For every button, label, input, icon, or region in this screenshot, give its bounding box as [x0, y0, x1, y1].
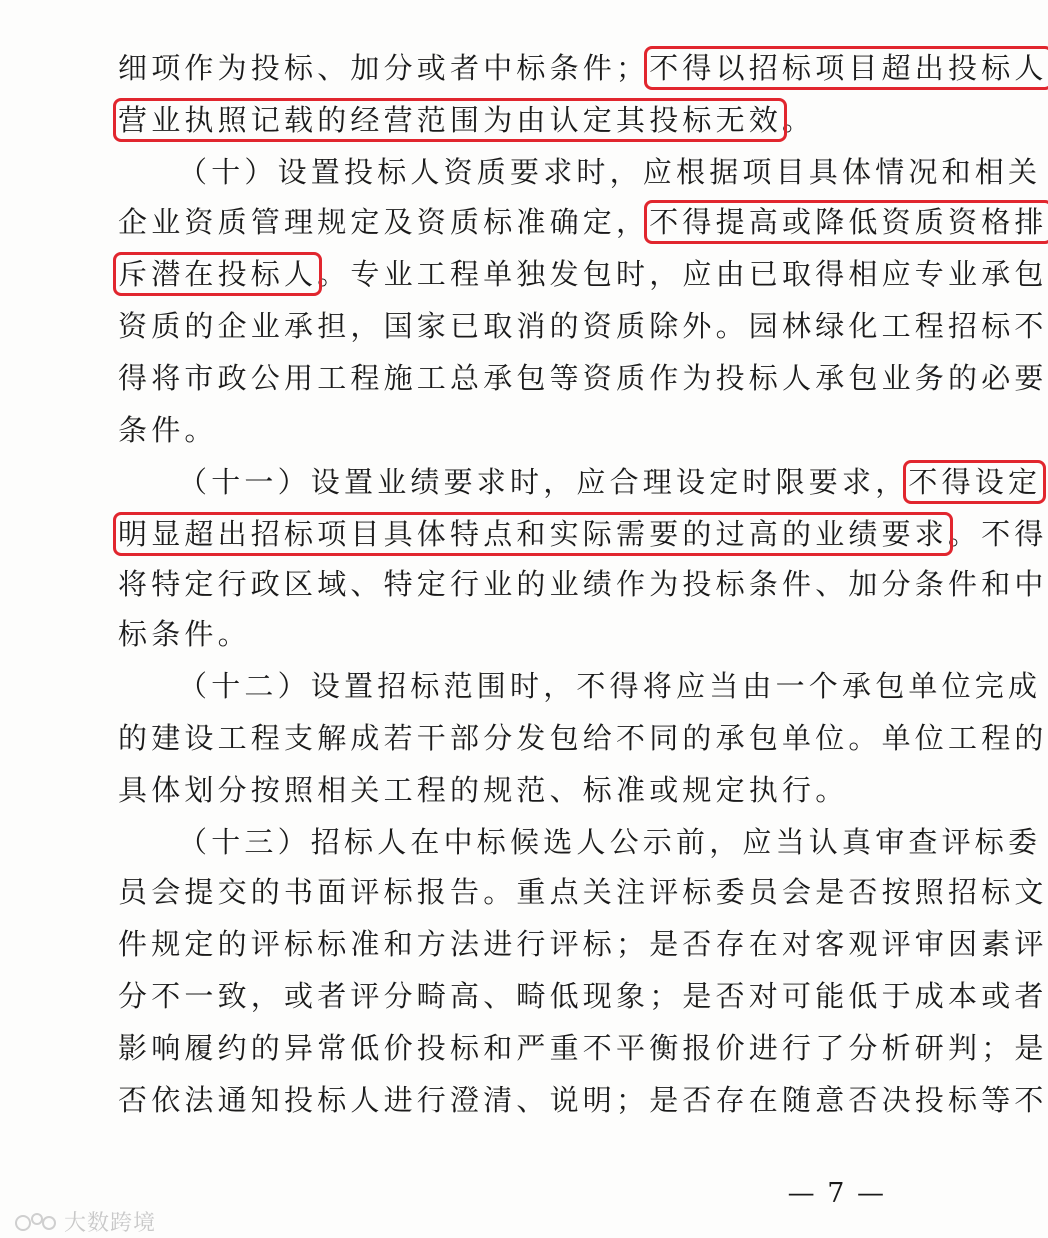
paragraph-line: [118, 866, 1048, 918]
highlighted-text: 营业执照记载的经营范围为由认定其投标无效: [118, 103, 783, 137]
text-segment: 条件。: [118, 413, 218, 447]
text-segment: 标条件。: [118, 617, 251, 651]
paragraph-line: [118, 1074, 1048, 1126]
text-segment: 。: [782, 103, 816, 137]
text-segment: 。专业工程单独发包时，应由已取得相应专业承包: [317, 257, 1048, 291]
text-segment: 否依法通知投标人进行澄清、说明；是否存在随意否决投标等不: [118, 1083, 1048, 1117]
highlighted-text: 斥潜在投标人: [118, 257, 318, 291]
text-segment: 得将市政公用工程施工总承包等资质作为投标人承包业务的必要: [118, 361, 1048, 395]
highlighted-text: 不得提高或降低资质资格排: [649, 205, 1048, 239]
watermark-text: 大数跨境: [64, 1211, 157, 1236]
highlighted-text: 明显超出招标项目具体特点和实际需要的过高的业绩要求: [118, 517, 949, 551]
paragraph-line: [118, 712, 1048, 764]
paragraph-line: [118, 248, 1048, 300]
text-segment: 企业资质管理规定及资质标准确定，: [118, 205, 650, 239]
text-segment: 。不得: [948, 517, 1048, 551]
paragraph-line: [118, 196, 1048, 248]
text-segment: （十一）设置业绩要求时，应合理设定时限要求，: [178, 465, 909, 499]
text-segment: 的建设工程支解成若干部分发包给不同的承包单位。单位工程的: [118, 721, 1048, 755]
paragraph-line: [118, 94, 888, 146]
text-segment: 具体划分按照相关工程的规范、标准或规定执行。: [118, 773, 849, 807]
paragraph-line: [118, 918, 1048, 970]
text-segment: 分不一致，或者评分畸高、畸低现象；是否对可能低于成本或者: [118, 979, 1048, 1013]
text-segment: 将特定行政区域、特定行业的业绩作为投标条件、加分条件和中: [118, 567, 1048, 601]
watermark-logo-icon: [14, 1211, 58, 1233]
text-segment: （十）设置投标人资质要求时，应根据项目具体情况和相关: [178, 155, 1042, 189]
text-segment: 员会提交的书面评标报告。重点关注评标委员会是否按照招标文: [118, 875, 1048, 909]
paragraph-line: [178, 816, 1042, 868]
highlighted-text: 不得以招标项目超出投标人: [649, 51, 1048, 85]
paragraph-line: [118, 508, 1048, 560]
text-segment: 件规定的评标标准和方法进行评标；是否存在对客观评审因素评: [118, 927, 1048, 961]
paragraph-line: [118, 42, 1048, 94]
paragraph-line: [118, 300, 1048, 352]
paragraph-line: [118, 1022, 1048, 1074]
text-segment: （十二）设置招标范围时，不得将应当由一个承包单位完成: [178, 669, 1042, 703]
paragraph-line: [118, 764, 888, 816]
paragraph-line: [118, 608, 888, 660]
page-number: — 7 —: [787, 1178, 886, 1209]
text-segment: （十三）招标人在中标候选人公示前，应当认真审查评标委: [178, 825, 1042, 859]
watermark: [14, 1206, 156, 1237]
text-segment: 资质的企业承担，国家已取消的资质除外。园林绿化工程招标不: [118, 309, 1048, 343]
paragraph-line: [118, 558, 1048, 610]
paragraph-line: [178, 146, 1042, 198]
highlighted-text: 不得设定: [908, 465, 1042, 499]
paragraph-line: [178, 660, 1042, 712]
paragraph-line: [118, 404, 888, 456]
text-segment: 影响履约的异常低价投标和严重不平衡报价进行了分析研判；是: [118, 1031, 1048, 1065]
text-segment: 细项作为投标、加分或者中标条件；: [118, 51, 650, 85]
paragraph-line: [118, 970, 1048, 1022]
paragraph-line: [178, 456, 1042, 508]
paragraph-line: [118, 352, 1048, 404]
